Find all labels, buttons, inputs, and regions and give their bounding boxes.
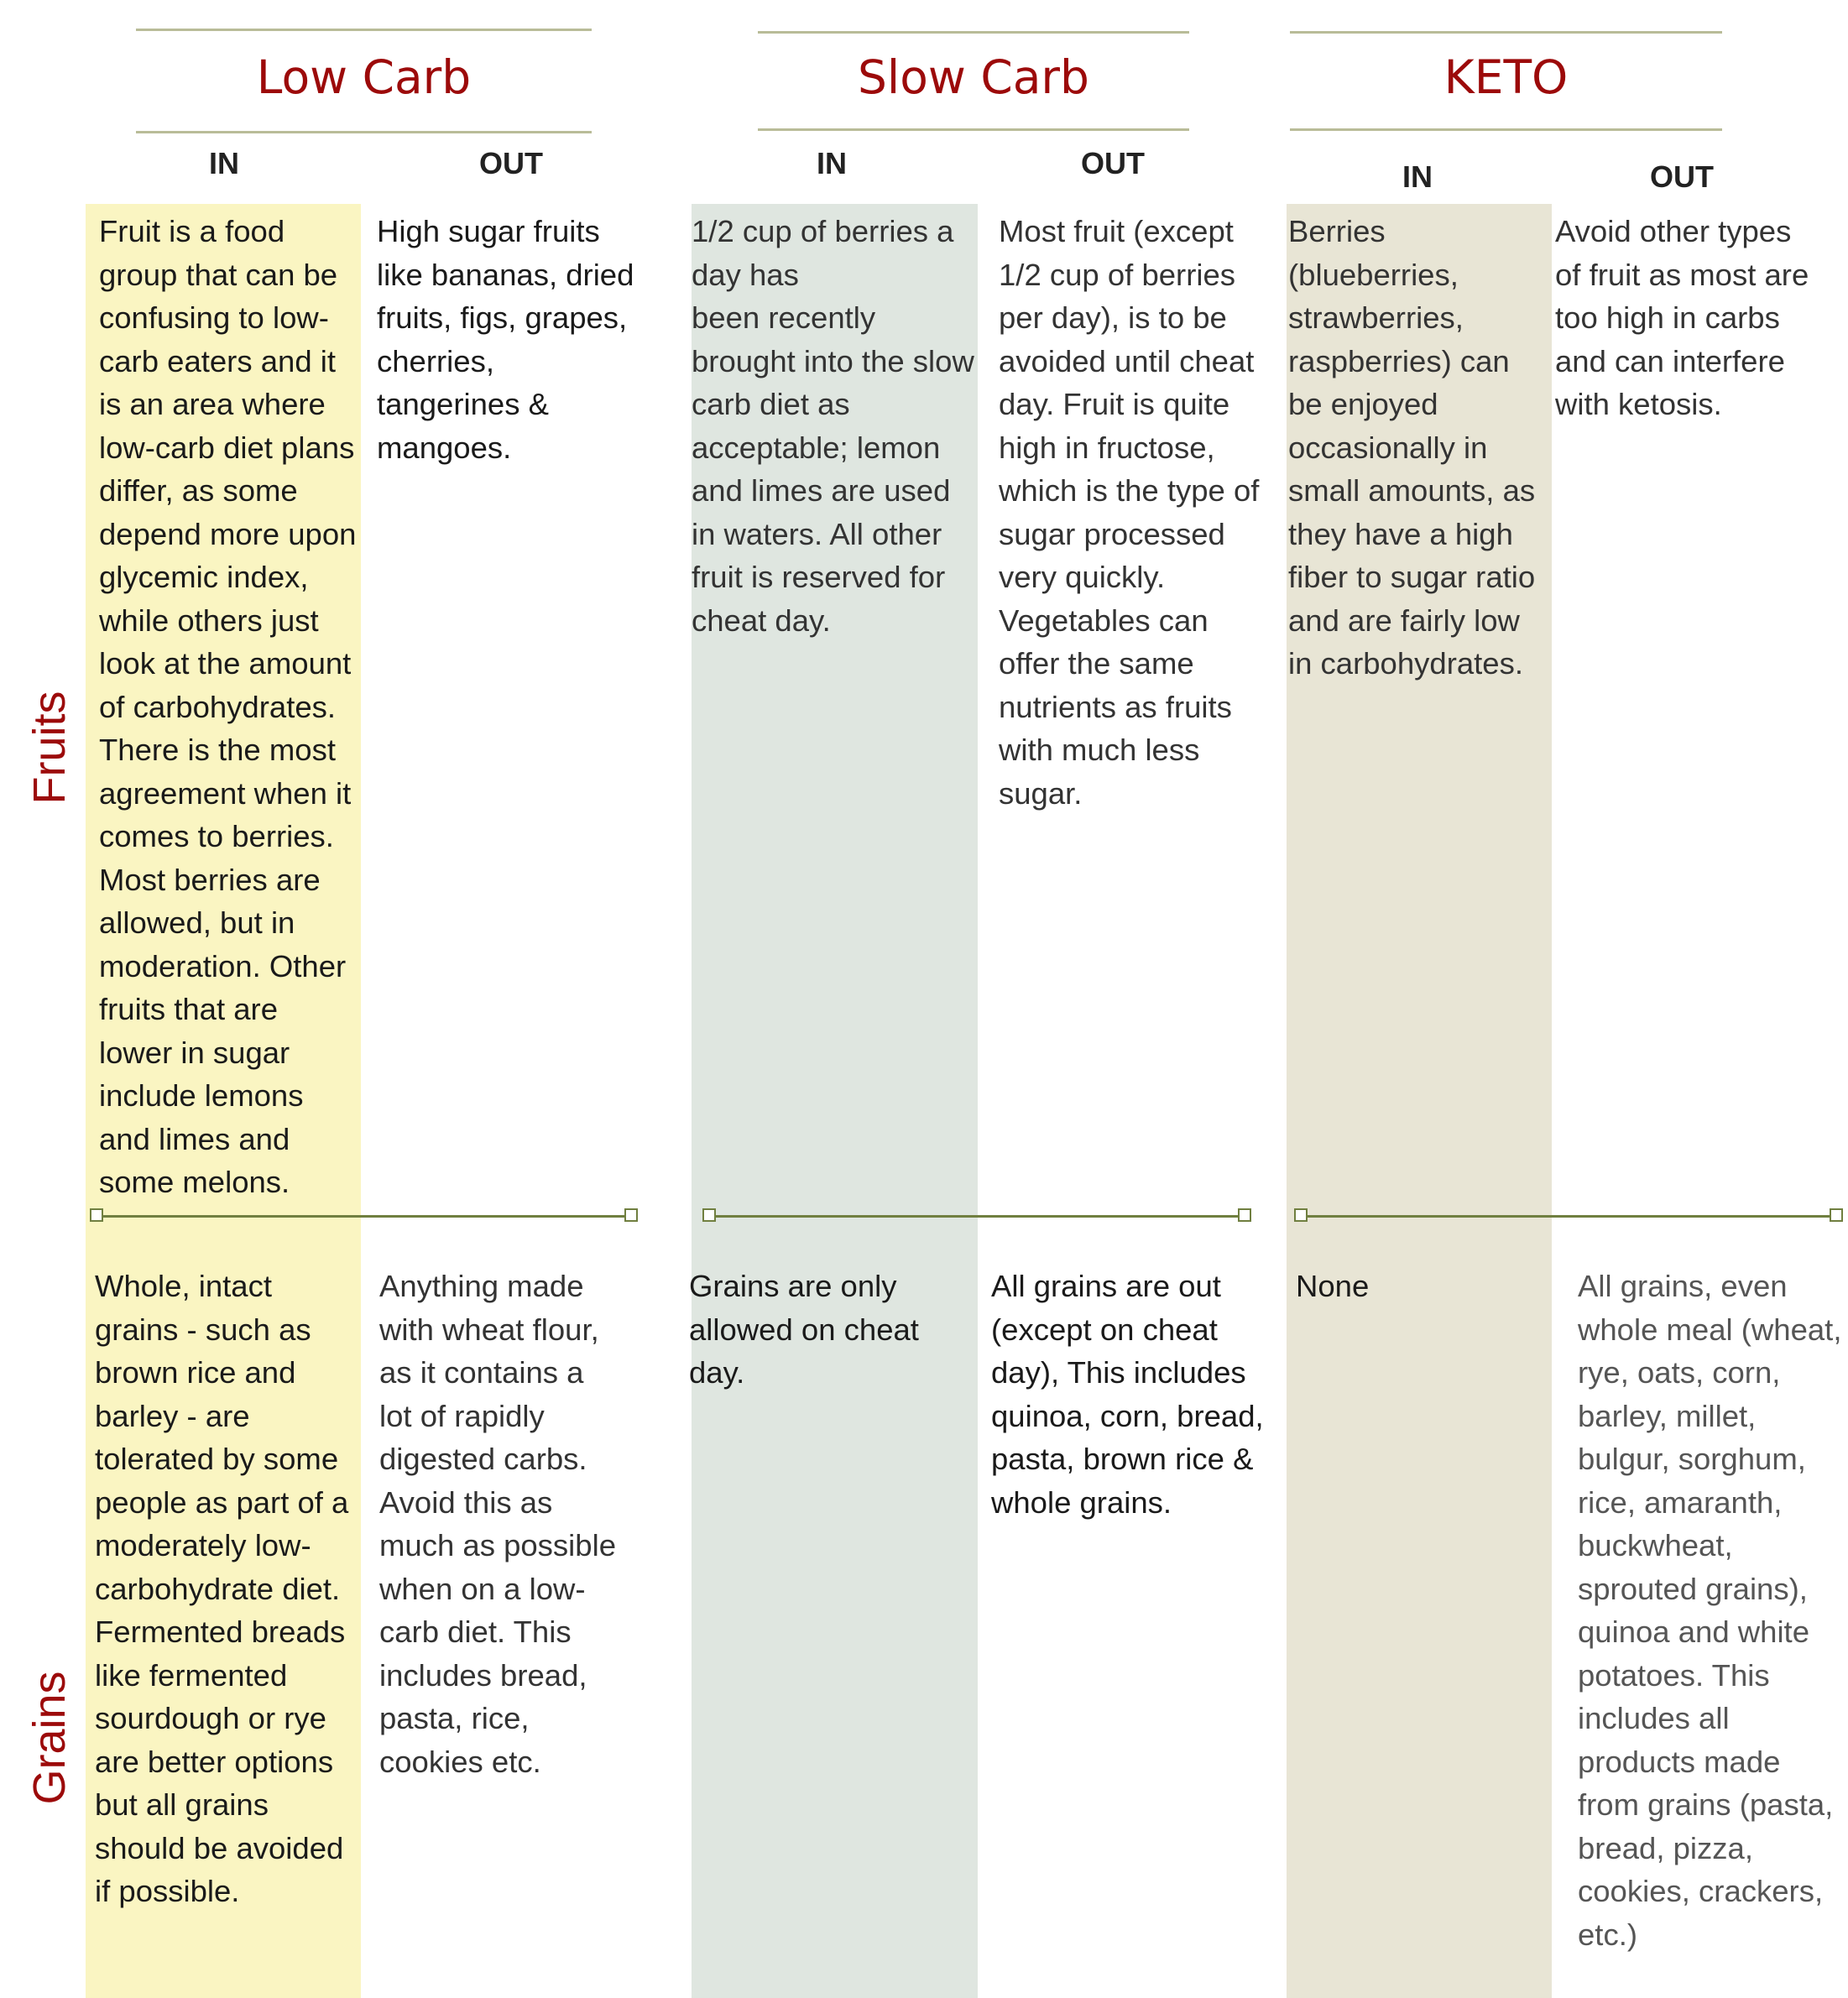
divider-handle[interactable] (702, 1208, 716, 1222)
grains-slow-carb-out: All grains are out (except on cheat day), This includes quinoa, corn, bread, pasta, brown rice & whole grains. (991, 1269, 1264, 1520)
fruits-keto-out: Avoid other types of fruit as most are too high in carbs and can interfere with ketosis. (1555, 214, 1809, 421)
low-carb-top-rule (136, 29, 592, 31)
fruits-slow-carb-out: Most fruit (except 1/2 cup of berries per day), is to be avoided until cheat day. Fruit is quite high in fructose, which is the type of sugar processed very quickly. Vegetables can offer the same nutrients as fruits with much less sugar. (999, 214, 1260, 811)
divider-handle[interactable] (624, 1208, 638, 1222)
low-carb-out-header: OUT (479, 146, 543, 180)
grains-slow-carb-in: Grains are only allowed on cheat day. (689, 1269, 919, 1390)
slow-carb-top-rule (758, 31, 1189, 34)
slow-carb-bottom-rule (758, 128, 1189, 131)
fruits-grains-divider-slow-carb (709, 1215, 1246, 1218)
slow-carb-in-header: IN (817, 146, 847, 180)
low-carb-in-header: IN (209, 146, 239, 180)
keto-bottom-rule (1290, 128, 1722, 131)
slow-carb-title: Slow Carb (858, 50, 1089, 104)
fruits-row-label: Fruits (24, 691, 75, 805)
grains-keto-in: None (1296, 1269, 1370, 1303)
low-carb-bottom-rule (136, 131, 592, 133)
divider-handle[interactable] (90, 1208, 103, 1222)
low-carb-title: Low Carb (256, 50, 472, 104)
fruits-keto-in: Berries (blueberries, strawberries, raspberries) can be enjoyed occasionally in small amounts, as they have a high fiber to sugar ratio and are fairly low in carbohydrates. (1288, 214, 1536, 681)
slow-carb-out-header: OUT (1081, 146, 1145, 180)
fruits-low-carb-out: High sugar fruits like bananas, dried fruits, figs, grapes, cherries, tangerines & mangoes. (377, 214, 634, 465)
keto-out-header: OUT (1650, 159, 1714, 194)
fruits-grains-divider-low-carb (97, 1215, 631, 1218)
keto-in-header: IN (1402, 159, 1433, 194)
keto-title: KETO (1443, 50, 1569, 104)
grains-low-carb-out: Anything made with wheat flour, as it contains a lot of rapidly digested carbs. Avoid this as much as possible when on a low- carb diet. This includes bread, pasta, rice, cookies etc. (379, 1269, 617, 1779)
grains-row-label: Grains (24, 1671, 75, 1805)
fruits-slow-carb-in: 1/2 cup of berries a day has been recently brought into the slow carb diet as acceptable; lemon and limes are used in waters. All other fruit is reserved for cheat day. (692, 214, 974, 638)
keto-top-rule (1290, 31, 1722, 34)
grains-keto-out: All grains, even whole meal (wheat, rye, oats, corn, barley, millet, bulgur, sorghum, rice, amaranth, buckwheat, sprouted grains), quinoa and white potatoes. This includes all products made from grains (pasta, bread, pizza, cookies, crackers, etc.) (1578, 1269, 1842, 1952)
divider-handle[interactable] (1238, 1208, 1251, 1222)
grains-low-carb-in: Whole, intact grains - such as brown rice and barley - are tolerated by some people as part of a moderately low- carbohydrate diet. Fermented breads like fermented sourdough or rye are better options but all grains should be avoided if possible. (95, 1269, 349, 1908)
fruits-low-carb-in: Fruit is a food group that can be confusing to low- carb eaters and it is an area where low-carb diet plans differ, as some depend more upon glycemic index, while others just look at the amount of carbohydrates. There is the most agreement when it comes to berries. Most berries are allowed, but in moderation. Other fruits that are lower in sugar include lemons and limes and some melons. (99, 214, 357, 1199)
divider-handle[interactable] (1830, 1208, 1843, 1222)
divider-handle[interactable] (1294, 1208, 1308, 1222)
fruits-grains-divider-keto (1301, 1215, 1838, 1218)
